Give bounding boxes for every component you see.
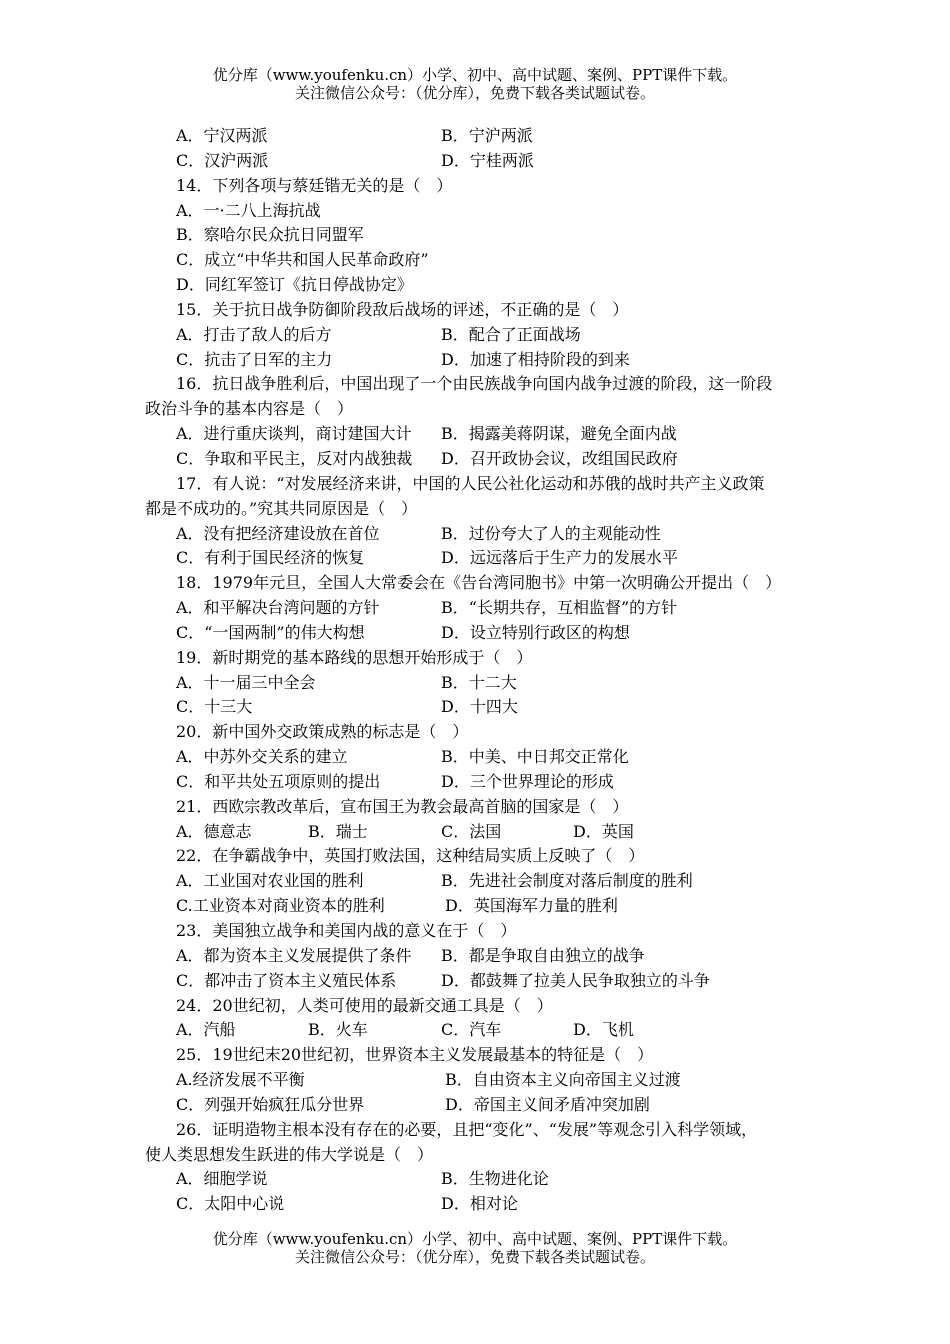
footer-line-2: 关注微信公众号：（优分库），免费下载各类试题试卷。 — [294, 1248, 655, 1266]
question-26-stem-line-1: 26．证明造物主根本没有存在的必要，且把“变化”、“发展”等观念引入科学领域， — [176, 1119, 758, 1139]
question-23-options-row-1 — [145, 944, 825, 969]
question-15-option-a: A．打击了敌人的后方 — [176, 324, 332, 344]
question-25-option-b: B．自由资本主义向帝国主义过渡 — [445, 1070, 681, 1090]
question-22-options-row-1 — [145, 869, 825, 894]
question-22-options-row-2 — [145, 894, 825, 919]
question-14-option-a: A．一·二八上海抗战 — [176, 200, 321, 220]
question-17-stem-line-1: 17．有人说：“对发展经济来讲，中国的人民公社化运动和苏俄的战时共产主义政策 — [176, 473, 765, 493]
question-17-option-c: C．有利于国民经济的恢复 — [176, 548, 365, 568]
question-18-stem: 18．1979年元旦，全国人大常委会在《告台湾同胞书》中第一次明确公开提出（ ） — [176, 573, 782, 593]
question-14-stem: 14．下列各项与蔡廷锴无关的是（ ） — [176, 175, 453, 195]
question-16-option-c: C．争取和平民主，反对内战独裁 — [176, 448, 413, 468]
question-19-stem: 19．新时期党的基本路线的思想开始形成于（ ） — [176, 647, 533, 667]
question-15-option-b: B．配合了正面战场 — [441, 324, 581, 344]
question-13-option-d: D．宁桂两派 — [441, 150, 534, 170]
question-15-options-row-2 — [145, 348, 825, 373]
header-line-2: 关注微信公众号：（优分库），免费下载各类试题试卷。 — [294, 84, 655, 102]
question-15-options-row-1 — [145, 323, 825, 348]
question-19-options-row-2 — [145, 695, 825, 720]
question-25-options-row-2 — [145, 1093, 825, 1118]
question-19-option-d: D．十四大 — [441, 697, 518, 717]
question-20-options-row-2 — [145, 770, 825, 795]
question-20-option-a: A．中苏外交关系的建立 — [176, 747, 348, 767]
question-21-option-b: B．瑞士 — [308, 821, 368, 841]
question-23-option-c: C．都冲击了资本主义殖民体系 — [176, 970, 397, 990]
question-16-stem-line-1: 16．抗日战争胜利后，中国出现了一个由民族战争向国内战争过渡的阶段，这一阶段 — [176, 374, 773, 394]
question-13-option-a: A．宁汉两派 — [176, 126, 268, 145]
question-24-option-b: B．火车 — [308, 1020, 368, 1040]
question-20-option-d: D．三个世界理论的形成 — [441, 771, 614, 791]
question-23-stem: 23．美国独立战争和美国内战的意义在于（ ） — [176, 921, 517, 940]
question-13-options-row-2 — [145, 149, 825, 174]
question-26-option-c: C．太阳中心说 — [176, 1194, 285, 1214]
question-20-stem: 20．新中国外交政策成熟的标志是（ ） — [176, 722, 469, 742]
question-18-option-b: B．“长期共存，互相监督”的方针 — [441, 598, 678, 618]
question-21-option-c: C．法国 — [441, 821, 502, 841]
question-list — [145, 124, 825, 1217]
question-16-option-d: D．召开政协会议，改组国民政府 — [441, 448, 678, 468]
question-14-option-d: D．同红军签订《抗日停战协定》 — [176, 275, 413, 295]
question-17-option-b: B．过份夸大了人的主观能动性 — [441, 523, 661, 543]
question-23-option-b: B．都是争取自由独立的战争 — [441, 945, 645, 965]
question-16-option-b: B．揭露美蒋阴谋，避免全面内战 — [441, 424, 677, 444]
question-18-options-row-1 — [145, 596, 825, 621]
question-21-stem: 21．西欧宗教改革后，宣布国王为教会最高首脑的国家是（ ） — [176, 796, 629, 816]
question-26-option-a: A．细胞学说 — [176, 1169, 268, 1189]
question-18-options-row-2 — [145, 621, 825, 646]
question-14-option-b: B．察哈尔民众抗日同盟军 — [176, 225, 364, 245]
question-23-options-row-2 — [145, 969, 825, 994]
question-25-option-d: D．帝国主义间矛盾冲突加剧 — [445, 1094, 650, 1114]
question-20-options-row-1 — [145, 745, 825, 770]
question-26-option-d: D．相对论 — [441, 1194, 518, 1214]
page-footer — [0, 1230, 950, 1266]
question-17-options-row-1 — [145, 522, 825, 547]
question-21-option-a: A．德意志 — [176, 821, 252, 841]
question-15-stem: 15．关于抗日战争防御阶段敌后战场的评述，不正确的是（ ） — [176, 299, 629, 319]
question-24-options-row — [145, 1018, 825, 1043]
question-20-option-b: B．中美、中日邦交正常化 — [441, 747, 629, 767]
question-22-stem: 22．在争霸战争中，英国打败法国，这种结局实质上反映了（ ） — [176, 846, 645, 866]
question-21-option-d: D．英国 — [573, 821, 634, 841]
question-18-option-a: A．和平解决台湾问题的方针 — [176, 598, 380, 618]
footer-line-1: 优分库（www.youfenku.cn）小学、初中、高中试题、案例、PPT课件下载。 — [212, 1230, 738, 1248]
question-16-option-a: A．进行重庆谈判，商讨建国大计 — [176, 424, 412, 444]
question-26-options-row-2 — [145, 1192, 825, 1217]
question-25-option-a: A.经济发展不平衡 — [176, 1070, 305, 1090]
question-14-option-c: C．成立“中华共和国人民革命政府” — [176, 250, 429, 270]
question-23-option-d: D．都鼓舞了拉美人民争取独立的斗争 — [441, 970, 710, 990]
question-18-option-d: D．设立特别行政区的构想 — [441, 622, 630, 642]
question-15-option-d: D．加速了相持阶段的到来 — [441, 349, 630, 369]
question-22-option-b: B．先进社会制度对落后制度的胜利 — [441, 871, 693, 891]
page-header — [0, 66, 950, 102]
question-19-option-c: C．十三大 — [176, 697, 253, 717]
question-16-options-row-1 — [145, 422, 825, 447]
question-17-options-row-2 — [145, 546, 825, 571]
question-22-option-a: A．工业国对农业国的胜利 — [176, 871, 364, 891]
question-24-option-a: A．汽船 — [176, 1020, 236, 1040]
question-16-options-row-2 — [145, 447, 825, 472]
question-17-option-d: D．远远落后于生产力的发展水平 — [441, 548, 678, 568]
question-13-option-c: C．汉沪两派 — [176, 150, 269, 170]
question-24-option-d: D．飞机 — [573, 1020, 634, 1040]
question-26-stem-line-2: 使人类思想发生跃进的伟大学说是（ ） — [145, 1144, 434, 1164]
question-25-stem: 25．19世纪末20世纪初，世界资本主义发展最基本的特征是（ ） — [176, 1045, 654, 1065]
question-13-options-row-1 — [145, 124, 825, 149]
question-23-option-a: A．都为资本主义发展提供了条件 — [176, 945, 412, 965]
question-19-options-row-1 — [145, 671, 825, 696]
question-20-option-c: C．和平共处五项原则的提出 — [176, 771, 381, 791]
question-22-option-c: C.工业资本对商业资本的胜利 — [176, 896, 385, 916]
question-25-option-c: C．列强开始疯狂瓜分世界 — [176, 1094, 365, 1114]
question-13-option-b: B．宁沪两派 — [441, 126, 533, 145]
question-25-options-row-1 — [145, 1068, 825, 1093]
question-16-stem-line-2: 政治斗争的基本内容是（ ） — [145, 399, 354, 419]
question-18-option-c: C．“一国两制”的伟大构想 — [176, 622, 365, 642]
question-24-stem: 24．20世纪初，人类可使用的最新交通工具是（ ） — [176, 995, 553, 1015]
question-17-option-a: A．没有把经济建设放在首位 — [176, 523, 380, 543]
header-line-1: 优分库（www.youfenku.cn）小学、初中、高中试题、案例、PPT课件下载。 — [212, 66, 738, 84]
question-15-option-c: C．抗击了日军的主力 — [176, 349, 333, 369]
question-24-option-c: C．汽车 — [441, 1020, 502, 1040]
question-26-options-row-1 — [145, 1167, 825, 1192]
question-26-option-b: B．生物进化论 — [441, 1169, 549, 1189]
question-22-option-d: D．英国海军力量的胜利 — [445, 896, 618, 916]
question-19-option-b: B．十二大 — [441, 672, 517, 692]
question-19-option-a: A．十一届三中全会 — [176, 672, 316, 692]
question-21-options-row — [145, 820, 825, 845]
question-17-stem-line-2: 都是不成功的。”究其共同原因是（ ） — [145, 498, 418, 518]
